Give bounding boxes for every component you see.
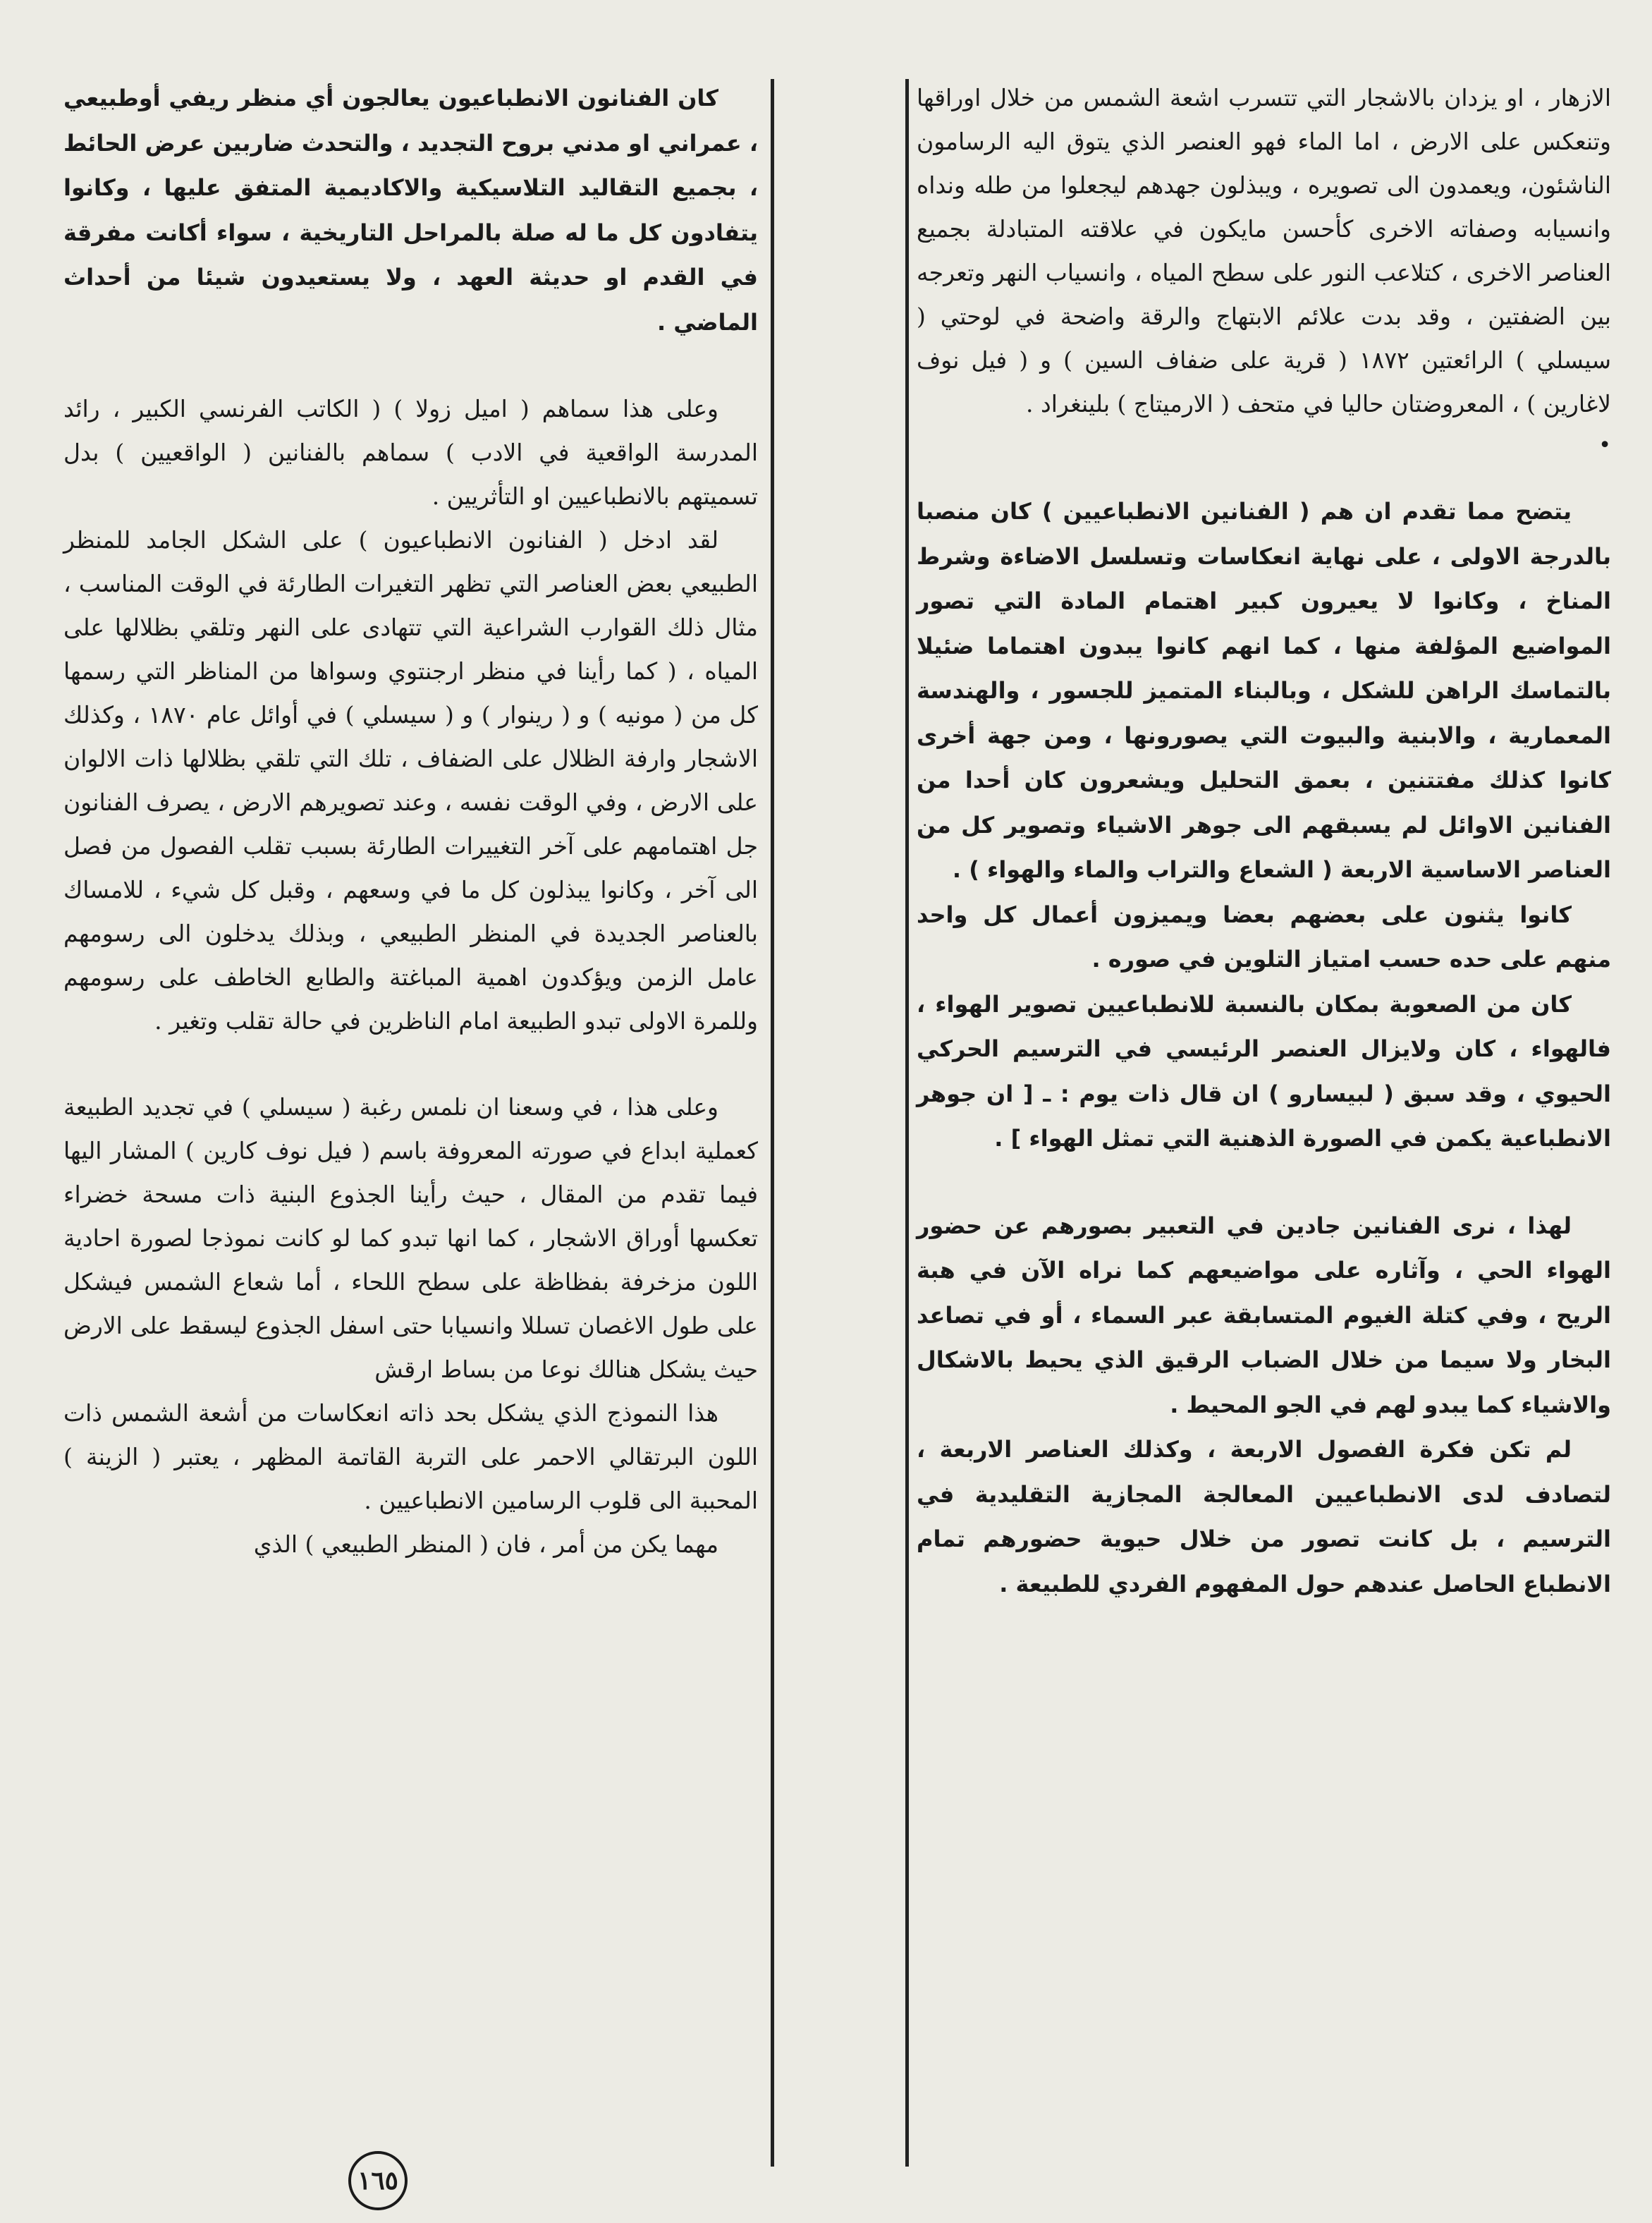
spacer [917, 1162, 1611, 1204]
paragraph: الازهار ، او يزدان بالاشجار التي تتسرب اشعة الشمس من خلال اوراقها وتنعكس على الارض ، اما الماء فهو العنصر الذي يتوق اليه الرسامون الناشئون، ويعمدون الى تصويره ، ويبذلون جهدهم ليجعلوا من طله ونداه وانسيابه وصفاته الاخرى كأحسن مايكون في علاقته المتبادلة بجميع العناصر الاخرى ، كتلاعب النور على سطح المياه ، وانسياب النهر وتعرجه بين الضفتين ، وقد بدت علائم الابتهاج والرقة واضحة في لوحتي ( سيسلي ) الرائعتين ١٨٧٢ ( قرية على ضفاف السين ) و ( فيل نوف لاغارين ) ، المعروضتان حاليا في متحف ( الارميتاج ) بلينغراد . [917, 84, 1612, 418]
right-column [917, 76, 1611, 1607]
paragraph: مهما يكن من أمر ، فان ( المنظر الطبيعي ) الذي [253, 1530, 718, 1558]
paragraph: لهذا ، نرى الفنانين جادين في التعبير بصورهم عن حضور الهواء الحي ، وآثاره على مواضيعهم كما نراه الآن في هبة الريح ، وفي كتلة الغيوم المتسابقة عبر السماء ، أو في تصاعد البخار ولا سيما من خلال الضباب الرقيق الذي يحيط بالاشكال والاشياء كما يبدو لهم في الجو المحيط . [917, 1212, 1611, 1418]
spacer [917, 465, 1611, 489]
page-number: ١٦٥ [348, 2151, 408, 2210]
paragraph: وعلى هذا سماهم ( اميل زولا ) ( الكاتب الفرنسي الكبير ، رائد المدرسة الواقعية في الادب ) سماهم بالفنانين ( الواقعيين ) بدل تسميتهم بالانطباعيين او التأثريين . [63, 395, 758, 510]
paragraph: وعلى هذا ، في وسعنا ان نلمس رغبة ( سيسلي ) في تجديد الطبيعة كعملية ابداع في صورته المعروفة باسم ( فيل نوف كارين ) المشار اليها فيما تقدم من المقال ، حيث رأينا الجذوع البنية ذات مسحة خضراء تعكسها أوراق الاشجار ، كما انها تبدو كما لو كانت نموذجا لصورة احادية اللون مزخرفة بفظاظة على سطح اللحاء ، أما شعاع الشمس فيشكل على طول الاغصان تسللا وانسيابا حتى اسفل الجذوع ليسقط على الارض حيث يشكل هنالك نوعا من بساط ارقش [63, 1093, 758, 1383]
paragraph: لم تكن فكرة الفصول الاربعة ، وكذلك العناصر الاربعة ، لتصادف لدى الانطباعيين المعالجة المجازية التقليدية في الترسيم ، بل كانت تصور من خلال حيوية حضورهم تمام الانطباع الحاصل عندهم حول المفهوم الفردي للطبيعة . [917, 1436, 1611, 1597]
paragraph: يتضح مما تقدم ان هم ( الفنانين الانطباعيين ) كان منصبا بالدرجة الاولى ، على نهاية انعكاسات وتسلسل الاضاءة وشرط المناخ ، وكانوا لا يعيرون كبير اهتمام المادة التي تصور المواضيع المؤلفة منها ، كما انهم كانوا يبدون اهتماما ضئيلا بالتماسك الراهن للشكل ، وبالبناء المتميز للجسور ، والهندسة المعمارية ، والابنية والبيوت التي يصورونها ، ومن جهة أخرى كانوا كذلك مفتتنين ، بعمق التحليل ويشعرون كان أحدا من الفنانين الاوائل لم يسبقهم الى جوهر الاشياء وتصوير كل من العناصر الاساسية الاربعة ( الشعاع والتراب والماء والهواء ) . [917, 498, 1611, 883]
left-column [63, 76, 758, 1566]
paragraph: كان من الصعوبة بمكان بالنسبة للانطباعيين تصوير الهواء ، فالهواء ، كان ولايزال العنصر الرئيسي في الترسيم الحركي الحيوي ، وقد سبق ( لبيسارو ) ان قال ذات يوم : ـ [ ان جوهر الانطباعية يكمن في الصورة الذهنية التي تمثل الهواء ] . [917, 990, 1611, 1152]
separator-dot: • [1598, 433, 1611, 458]
paragraph: كانوا يثنون على بعضهم بعضا ويميزون أعمال كل واحد منهم على حده حسب امتياز التلوين في صوره . [917, 901, 1611, 973]
paragraph: لقد ادخل ( الفنانون الانطباعيون ) على الشكل الجامد للمنظر الطبيعي بعض العناصر التي تظهر التغيرات الطارئة في الوقت المناسب ، مثال ذلك القوارب الشراعية التي تتهادى على النهر وتلقي بظلالها على المياه ، ( كما رأينا في منظر ارجنتوي وسواها من المناظر التي رسمها كل من ( مونيه ) و ( رينوار ) و ( سيسلي ) في أوائل عام ١٨٧٠ ، وكذلك الاشجار وارفة الظلال على الضفاف ، تلك التي تلقي بظلالها ذات الالوان على الارض ، وفي الوقت نفسه ، وعند تصويرهم الارض ، يصرف الفنانون جل اهتمامهم على آخر التغييرات الطارئة بسبب تقلب الفصول من فصل الى آخر ، وكانوا يبذلون كل ما في وسعهم ، وقبل كل شيء ، للامساك بالعناصر الجديدة في المنظر الطبيعي ، وبذلك يدخلون الى رسومهم عامل الزمن ويؤكدون اهمية المباغتة والطابع الخاطف على رسومهم وللمرة الاولى تبدو الطبيعة امام الناظرين في حالة تقلب وتغير . [63, 526, 758, 1035]
spacer [63, 1043, 758, 1085]
paragraph: هذا النموذج الذي يشكل بحد ذاته انعكاسات من أشعة الشمس ذات اللون البرتقالي الاحمر على التربة القاتمة المظهر ، يعتبر ( الزينة ) المحببة الى قلوب الرسامين الانطباعيين . [63, 1399, 758, 1514]
spacer [63, 345, 758, 387]
column-divider [771, 79, 774, 2167]
paragraph: كان الفنانون الانطباعيون يعالجون أي منظر ريفي أوطبيعي ، عمراني او مدني بروح التجديد ، والتحدث ضاربين عرض الحائط ، بجميع التقاليد التلاسيكية والاكاديمية المتفق عليها ، وكانوا يتفادون كل ما له صلة بالمراحل التاريخية ، سواء أكانت مفرقة في القدم او حديثة العهد ، ولا يستعيدون شيئا من أحداث الماضي . [63, 85, 758, 336]
column-divider [905, 79, 909, 2167]
